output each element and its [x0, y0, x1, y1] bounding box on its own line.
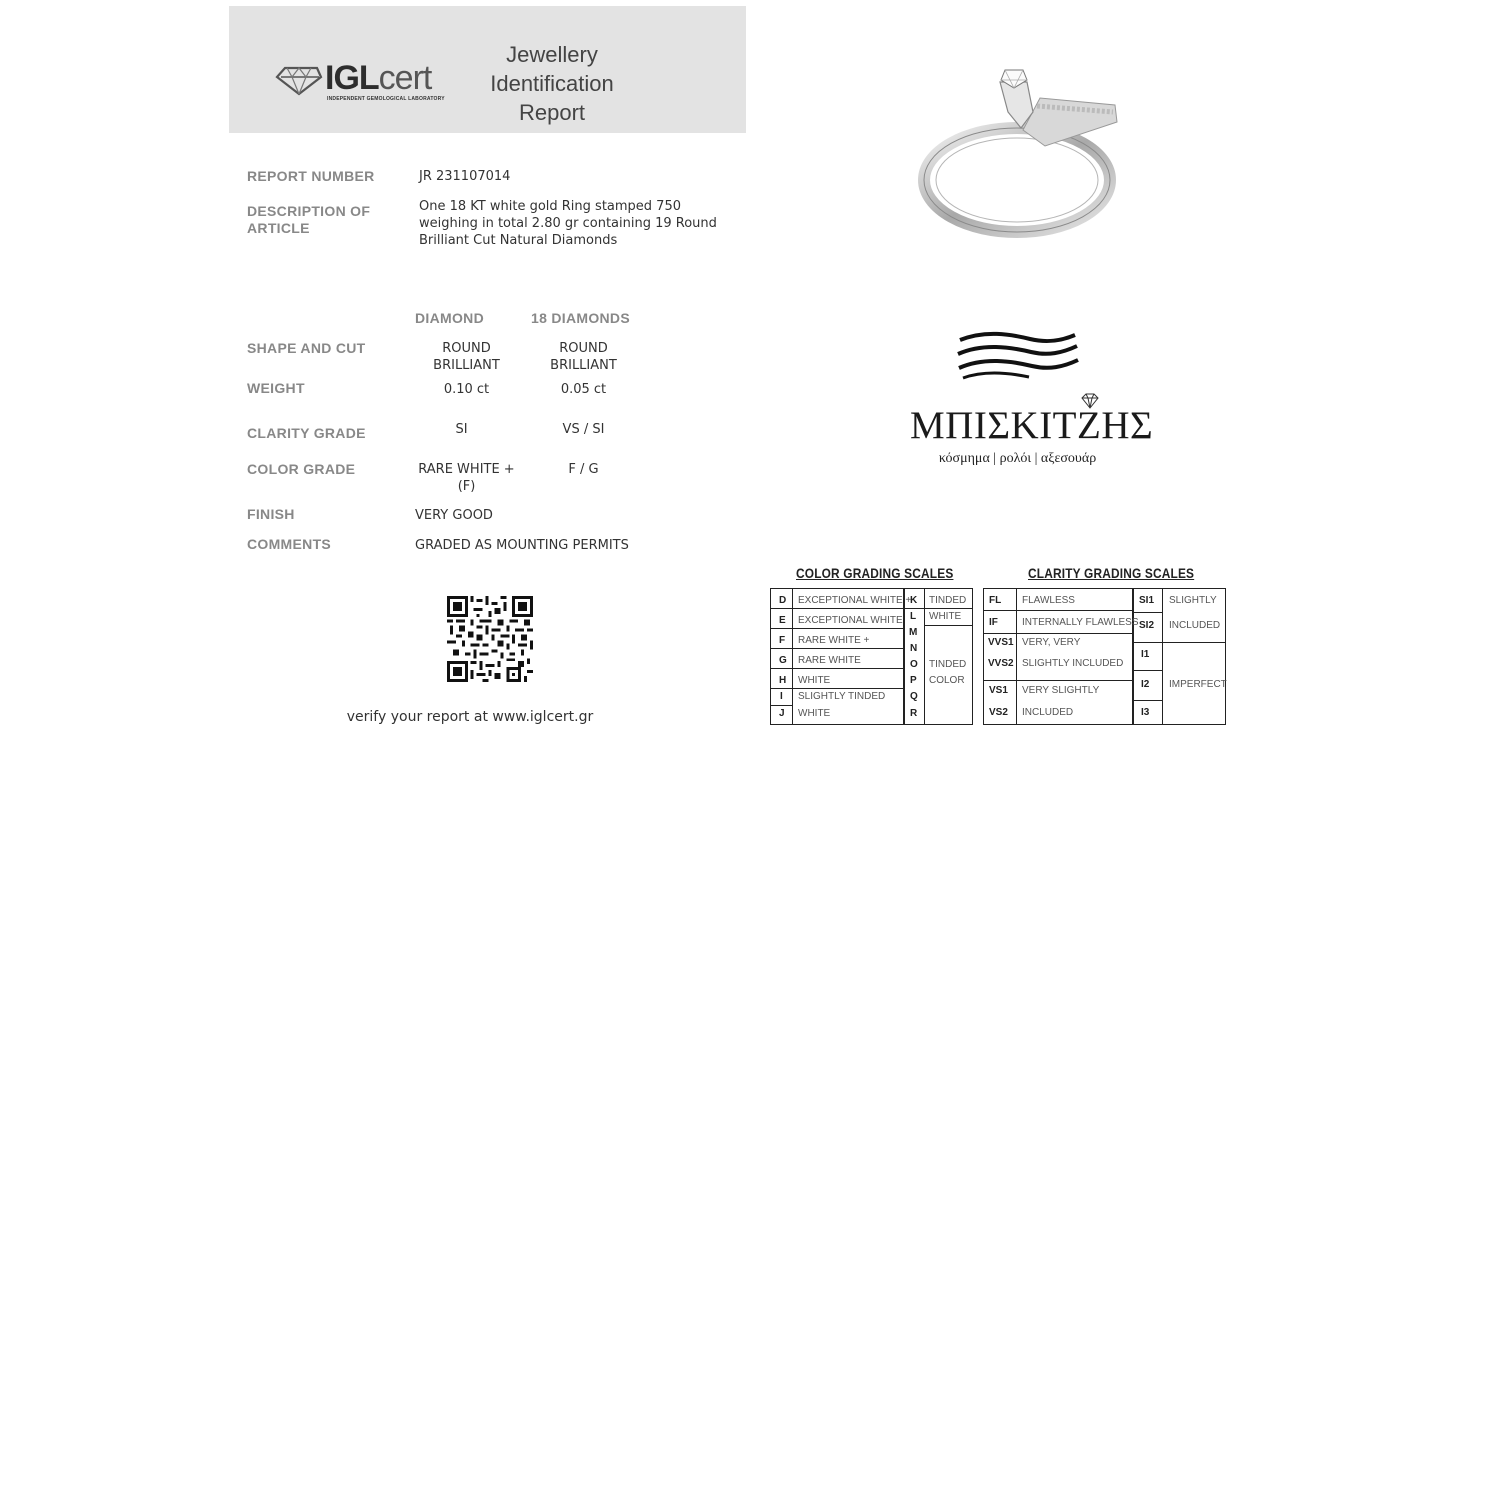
clarity-grade: I3: [1141, 707, 1150, 718]
logo-light-text: cert: [378, 59, 432, 97]
tinded-color-label: COLOR: [929, 675, 965, 686]
title-line: Identification: [490, 71, 614, 96]
color-grade: R: [910, 708, 918, 719]
color-col2-value: F / G: [568, 462, 599, 477]
color-grade-desc: WHITE: [798, 675, 831, 686]
diamond-logo-icon: [275, 64, 323, 96]
clarity-grade: IF: [989, 617, 998, 628]
clarity-grade: SI2: [1139, 620, 1155, 631]
report-title: [477, 40, 627, 127]
value-line: ROUND: [442, 341, 491, 356]
color-grade: N: [910, 643, 918, 654]
brand-name: ΜΠΙΣΚΙΤΖΗΣ: [910, 404, 1154, 447]
title-line: Report: [518, 100, 586, 125]
clarity-grade-desc: INCLUDED: [1022, 707, 1074, 718]
finish-label: FINISH: [247, 506, 295, 522]
value-line: ROUND: [559, 341, 608, 356]
color-grade: K: [910, 595, 918, 606]
color-grade-desc: EXCEPTIONAL WHITE: [798, 615, 903, 626]
shape-label: SHAPE AND CUT: [247, 340, 366, 356]
clarity-grade: VVS2: [988, 658, 1014, 669]
value-line: (F): [457, 479, 476, 494]
brand-subtitle: κόσμημα | ρολόι | αξεσουάρ: [938, 451, 1097, 466]
description-value: One 18 KT white gold Ring stamped 750 weighing in total 2.80 gr containing 19 Round Brilliant Cut Natural Diamonds: [419, 199, 717, 248]
clarity-grade-desc: INTERNALLY FLAWLESS: [1022, 617, 1139, 628]
tinded-color-label: TINDED: [929, 659, 967, 670]
weight-label: WEIGHT: [247, 380, 305, 396]
tinded-white-label: TINDED: [929, 595, 967, 606]
description-label: DESCRIPTION OF ARTICLE: [247, 203, 371, 236]
clarity-col1-value: SI: [455, 422, 468, 437]
report-header: [229, 6, 746, 133]
diamonds-column-header: 18 DIAMONDS: [531, 310, 630, 326]
value-line: RARE WHITE +: [418, 462, 515, 477]
clarity-grade: I1: [1141, 649, 1150, 660]
diamond-column-header: DIAMOND: [415, 310, 484, 326]
clarity-grade: VS1: [989, 685, 1008, 696]
value-line: BRILLIANT: [550, 358, 617, 373]
clarity-grade-desc: VERY, VERY: [1022, 637, 1081, 648]
clarity-grade: VVS1: [988, 637, 1014, 648]
ring-product-image: [905, 50, 1140, 255]
clarity-scale-border: [983, 588, 1226, 725]
imperfect-label: IMPERFECT: [1169, 679, 1227, 690]
clarity-grade: I2: [1141, 679, 1150, 690]
waves-logo-icon: [955, 330, 1080, 382]
clarity-grade-desc: FLAWLESS: [1022, 595, 1075, 606]
finish-value: VERY GOOD: [415, 508, 493, 523]
color-grade: P: [910, 675, 917, 686]
comments-label: COMMENTS: [247, 536, 332, 552]
color-grade: Q: [910, 691, 918, 702]
color-grade-desc: RARE WHITE: [798, 655, 861, 666]
report-number-value: JR 231107014: [419, 169, 511, 184]
color-grade: H: [779, 675, 787, 686]
logo-tagline: INDEPENDENT GEMOLOGICAL LABORATORY: [327, 96, 445, 102]
logo-bold-text: IGL: [325, 59, 379, 97]
comments-value: GRADED AS MOUNTING PERMITS: [415, 538, 629, 553]
color-grade-desc: RARE WHITE +: [798, 635, 870, 646]
report-number-label: REPORT NUMBER: [247, 168, 375, 184]
color-scale-title: COLOR GRADING SCALES: [796, 565, 954, 581]
clarity-scale-table: [983, 588, 1226, 725]
color-scale-table: [770, 588, 973, 725]
tinded-white-label: WHITE: [929, 611, 962, 622]
clarity-label: CLARITY GRADE: [247, 425, 366, 441]
color-grade-desc: EXCEPTIONAL WHITE +: [798, 595, 912, 606]
qr-code-icon[interactable]: [446, 596, 534, 682]
color-grade: L: [910, 611, 917, 622]
clarity-col2-value: VS / SI: [562, 422, 605, 437]
color-grade: M: [909, 627, 918, 638]
shape-col1-value: [414, 340, 519, 374]
color-grade: I: [780, 691, 783, 702]
clarity-scale-title: CLARITY GRADING SCALES: [1028, 565, 1195, 581]
color-col1-value: [414, 461, 519, 495]
clarity-grade: FL: [989, 595, 1002, 606]
color-label: COLOR GRADE: [247, 461, 356, 477]
verify-report-text: verify your report at www.iglcert.gr: [346, 709, 594, 725]
weight-col1-value: 0.10 ct: [443, 382, 490, 397]
slightly-label: SLIGHTLY: [1169, 595, 1217, 606]
included-label: INCLUDED: [1169, 620, 1221, 631]
color-grade: F: [779, 635, 786, 646]
igl-logo-text: [325, 58, 431, 98]
title-line: Jewellery: [506, 42, 598, 67]
clarity-grade: SI1: [1139, 595, 1155, 606]
color-grade: E: [779, 615, 786, 626]
color-grade-desc: WHITE: [798, 708, 831, 719]
value-line: BRILLIANT: [433, 358, 500, 373]
clarity-grade: VS2: [989, 707, 1008, 718]
clarity-grade-desc: VERY SLIGHTLY: [1022, 685, 1100, 696]
color-grade-desc: SLIGHTLY TINDED: [798, 691, 886, 702]
color-grade: O: [910, 659, 918, 670]
color-grade: G: [779, 655, 787, 666]
color-grade: J: [779, 708, 785, 719]
weight-col2-value: 0.05 ct: [560, 382, 607, 397]
shape-col2-value: [531, 340, 636, 374]
color-grade: D: [779, 595, 787, 606]
clarity-grade-desc: SLIGHTLY INCLUDED: [1022, 658, 1124, 669]
